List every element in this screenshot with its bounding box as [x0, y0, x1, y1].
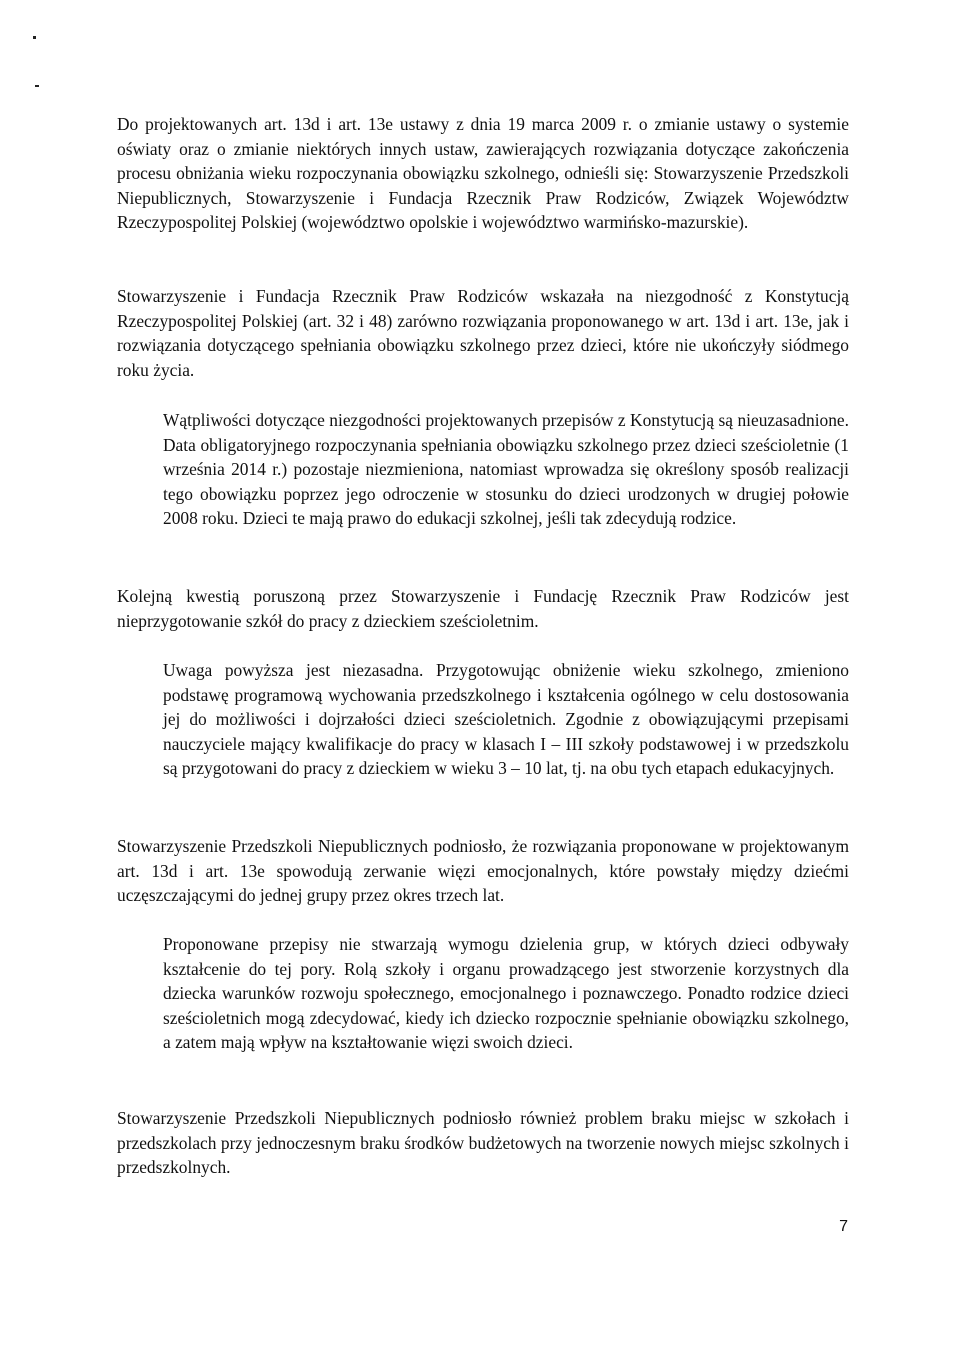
paragraph-intro: Do projektowanych art. 13d i art. 13e ustawy z dnia 19 marca 2009 r. o zmianie ustawy o systemie oświaty oraz o zmianie niektórych innych ustaw, zawierających rozwiązania dotyczące zakończenia procesu obniżania wieku rozpoczynania obowiązku szkolnego, odnieśli się: Stowarzyszenie Przedszkoli Niepublicznych, Stowarzyszenie i Fundacja Rzecznik Praw Rodziców, Związek Województw Rzeczypospolitej Polskiej (województwo opolskie i województwo warmińsko-mazurskie).	[117, 114, 849, 233]
scan-mark	[33, 36, 36, 39]
paragraph-response-bonds: Proponowane przepisy nie stwarzają wymogu dzielenia grup, w których dzieci odbywały kształcenie do tej pory. Rolą szkoły i organu prowadzącego jest stworzenie korzystnych dla dziecka warunków rozwoju społecznego, emocjonalnego i poznawczego. Ponadto rodzice dzieci sześcioletnich mogą zdecydować, kiedy ich dziecko rozpocznie spełnianie obowiązku szkolnego, a zatem mają wpływ na kształtowanie więzi swoich dzieci.	[163, 934, 849, 1053]
paragraph-response-constitution: Wątpliwości dotyczące niezgodności projektowanych przepisów z Konstytucją są nieuzasadnione. Data obligatoryjnego rozpoczynania spełniania obowiązku szkolnego przez dzieci sześcioletnie (1 września 2014 r.) pozostaje niezmieniona, natomiast wprowadza się określony sposób realizacji tego obowiązku poprzez jego odroczenie w stosunku do dzieci urodzonych w drugiej połowie 2008 roku. Dzieci te mają prawo do edukacji szkolnej, jeśli tak zdecydują rodzice.	[163, 410, 849, 529]
paragraph-objection-preparation: Kolejną kwestią poruszoną przez Stowarzyszenie i Fundację Rzecznik Praw Rodziców jest nieprzygotowanie szkół do pracy z dzieckiem sześcioletnim.	[117, 586, 849, 631]
paragraph-objection-bonds: Stowarzyszenie Przedszkoli Niepublicznych podniosło, że rozwiązania proponowane w projektowanym art. 13d i art. 13e spowodują zerwanie więzi emocjonalnych, które powstały między dziećmi uczęszczającymi do jednej grupy przez okres trzech lat.	[117, 836, 849, 906]
scan-mark	[35, 85, 39, 87]
page-number: 7	[839, 1218, 848, 1235]
paragraph-response-preparation: Uwaga powyższa jest niezasadna. Przygotowując obniżenie wieku szkolnego, zmieniono podstawę programową wychowania przedszkolnego i kształcenia ogólnego w celu dostosowania jej do możliwości i dojrzałości dzieci sześcioletnich. Zgodnie z obowiązującymi przepisami nauczyciele mający kwalifikacje do pracy w klasach I – III szkoły podstawowej i w przedszkolu są przygotowani do pracy z dzieckiem w wieku 3 – 10 lat, tj. na obu tych etapach edukacyjnych.	[163, 660, 849, 779]
paragraph-objection-constitution: Stowarzyszenie i Fundacja Rzecznik Praw Rodziców wskazała na niezgodność z Konstytucją Rzeczypospolitej Polskiej (art. 32 i 48) zarówno rozwiązania proponowanego w art. 13d i art. 13e, jak i rozwiązania dotyczącego spełniania obowiązku szkolnego przez dzieci, które nie ukończyły siódmego roku życia.	[117, 286, 849, 380]
paragraph-objection-places: Stowarzyszenie Przedszkoli Niepublicznych podniosło również problem braku miejsc w szkołach i przedszkolach przy jednoczesnym braku środków budżetowych na tworzenie nowych miejsc szkolnych i przedszkolnych.	[117, 1108, 849, 1178]
